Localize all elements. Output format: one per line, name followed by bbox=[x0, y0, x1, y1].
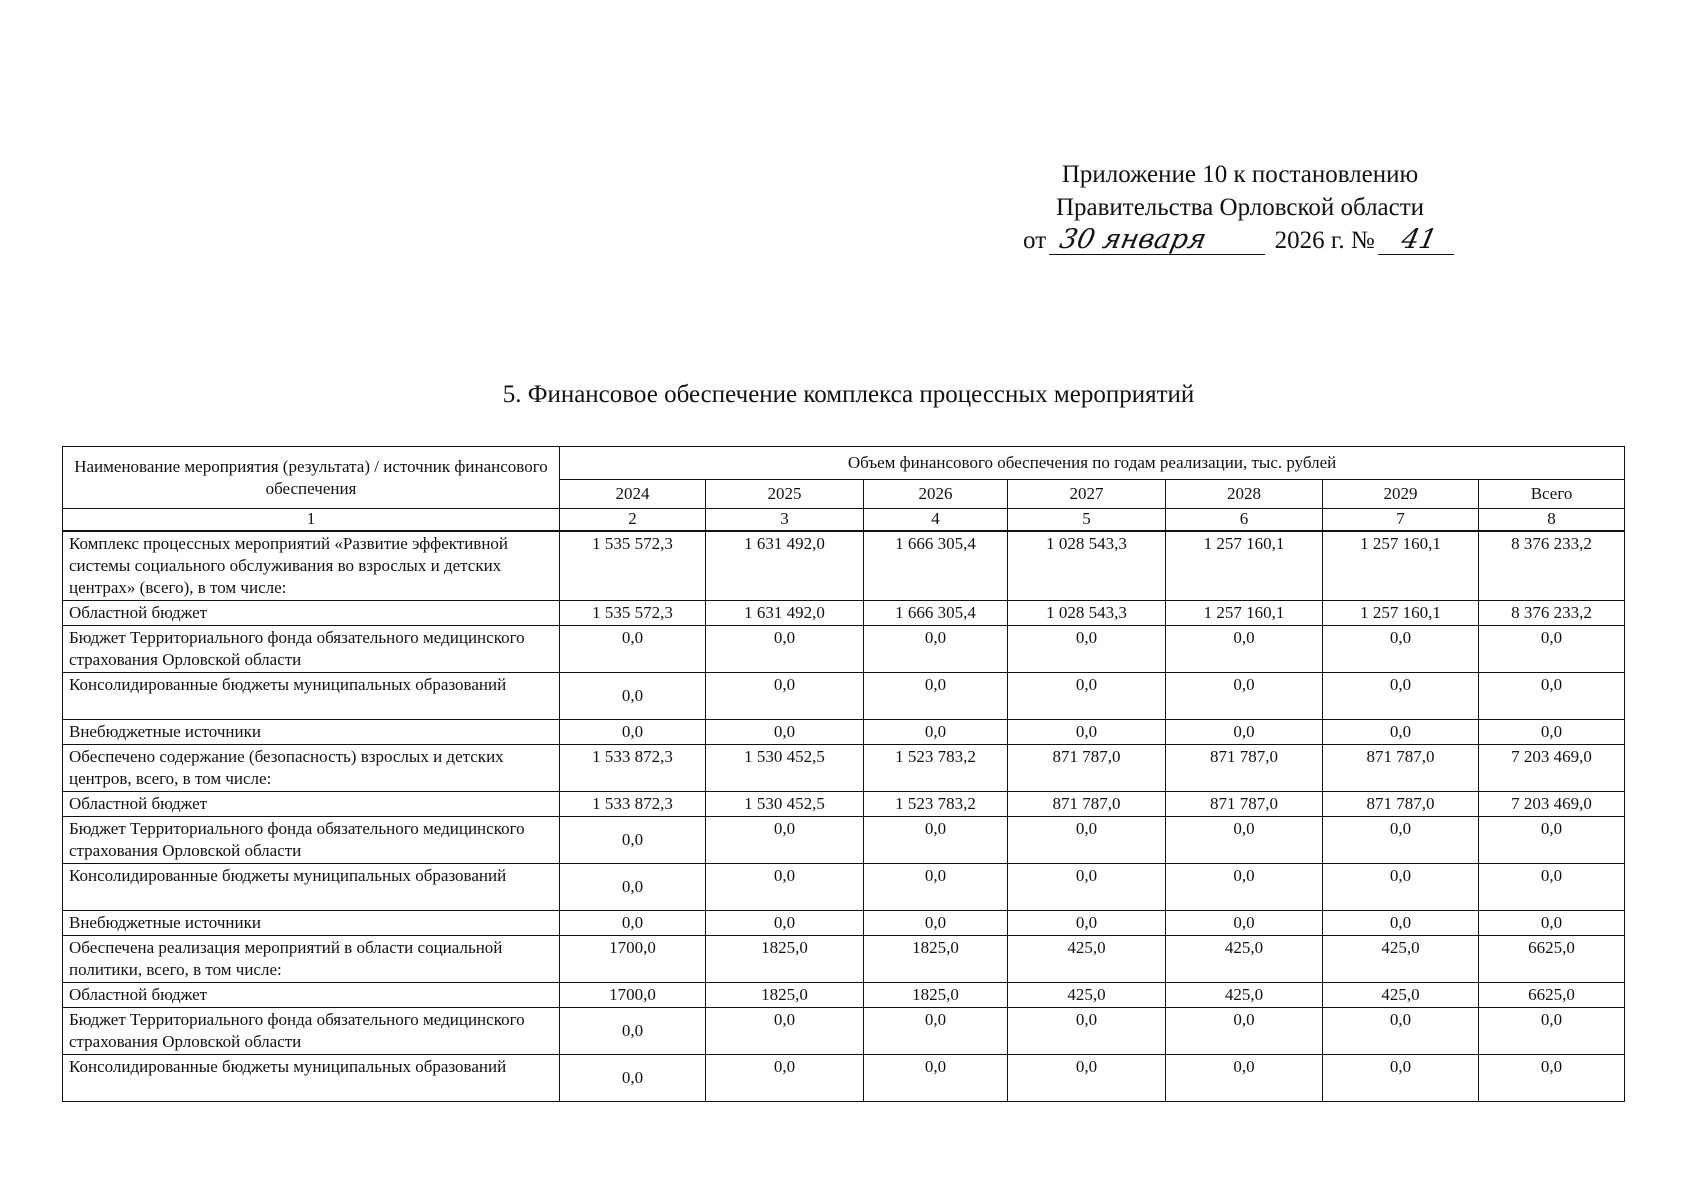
table-body bbox=[63, 509, 1625, 1102]
appendix-prefix: от bbox=[1023, 227, 1047, 254]
row-year-value: 1 533 872,3 bbox=[560, 792, 706, 817]
row-year-value: 425,0 bbox=[1008, 936, 1166, 983]
row-year-value: 0,0 bbox=[1008, 817, 1166, 864]
row-year-value: 0,0 bbox=[1166, 1008, 1323, 1055]
row-year-value: 0,0 bbox=[1323, 1055, 1479, 1102]
row-year-value: 1 530 452,5 bbox=[706, 792, 864, 817]
table-row bbox=[63, 745, 1625, 792]
appendix-line-1: Приложение 10 к постановлению bbox=[1061, 161, 1419, 188]
index-cell: 8 bbox=[1479, 509, 1625, 532]
row-year-value: 0,0 bbox=[706, 626, 864, 673]
row-name: Бюджет Территориального фонда обязательного медицинского страхования Орловской области bbox=[63, 1008, 560, 1055]
row-total-value: 0,0 bbox=[1479, 626, 1625, 673]
row-year-value: 425,0 bbox=[1323, 983, 1479, 1008]
row-name: Областной бюджет bbox=[63, 601, 560, 626]
section-title: 5. Финансовое обеспечение комплекса процессных мероприятий bbox=[502, 381, 1195, 408]
row-year-value: 0,0 bbox=[706, 1008, 864, 1055]
row-year-value: 1 533 872,3 bbox=[560, 745, 706, 792]
row-year-value: 0,0 bbox=[1166, 1055, 1323, 1102]
row-year-value: 0,0 bbox=[1166, 673, 1323, 720]
index-row bbox=[63, 509, 1625, 532]
row-name: Обеспечено содержание (безопасность) взрослых и детских центров, всего, в том числе: bbox=[63, 745, 560, 792]
row-year-value: 0,0 bbox=[706, 911, 864, 936]
row-total-value: 0,0 bbox=[1479, 911, 1625, 936]
row-year-value: 1 028 543,3 bbox=[1008, 531, 1166, 601]
row-year-value: 1 523 783,2 bbox=[864, 792, 1008, 817]
row-year-value: 0,0 bbox=[1166, 864, 1323, 911]
row-year-value: 1825,0 bbox=[864, 936, 1008, 983]
appendix-line-2: Правительства Орловской области bbox=[1055, 194, 1425, 221]
row-name: Консолидированные бюджеты муниципальных образований bbox=[63, 673, 560, 720]
index-cell: 3 bbox=[706, 509, 864, 532]
row-name: Бюджет Территориального фонда обязательного медицинского страхования Орловской области bbox=[63, 626, 560, 673]
row-total-value: 6625,0 bbox=[1479, 936, 1625, 983]
row-year-value: 0,0 bbox=[1166, 626, 1323, 673]
row-year-value: 871 787,0 bbox=[1166, 792, 1323, 817]
row-total-value: 8 376 233,2 bbox=[1479, 531, 1625, 601]
row-year-value: 871 787,0 bbox=[1323, 792, 1479, 817]
row-year-value: 0,0 bbox=[864, 817, 1008, 864]
row-year-value: 0,0 bbox=[560, 720, 706, 745]
header-total: Всего bbox=[1479, 480, 1625, 509]
row-year-value: 871 787,0 bbox=[1008, 792, 1166, 817]
table-row bbox=[63, 601, 1625, 626]
header-year: 2024 bbox=[560, 480, 706, 509]
row-year-value: 0,0 bbox=[560, 864, 706, 911]
row-year-value: 1700,0 bbox=[560, 936, 706, 983]
row-year-value: 0,0 bbox=[864, 864, 1008, 911]
table-row bbox=[63, 1055, 1625, 1102]
table-row bbox=[63, 626, 1625, 673]
index-cell: 7 bbox=[1323, 509, 1479, 532]
header-group: Объем финансового обеспечения по годам реализации, тыс. рублей bbox=[560, 447, 1625, 480]
header-year: 2025 bbox=[706, 480, 864, 509]
index-cell: 4 bbox=[864, 509, 1008, 532]
row-year-value: 0,0 bbox=[560, 626, 706, 673]
row-year-value: 1 631 492,0 bbox=[706, 531, 864, 601]
row-year-value: 0,0 bbox=[1008, 673, 1166, 720]
row-year-value: 0,0 bbox=[1008, 720, 1166, 745]
row-year-value: 1 631 492,0 bbox=[706, 601, 864, 626]
row-year-value: 0,0 bbox=[1323, 911, 1479, 936]
index-cell: 1 bbox=[63, 509, 560, 532]
row-year-value: 1 535 572,3 bbox=[560, 531, 706, 601]
row-year-value: 871 787,0 bbox=[1323, 745, 1479, 792]
row-total-value: 7 203 469,0 bbox=[1479, 792, 1625, 817]
header-year: 2028 bbox=[1166, 480, 1323, 509]
row-year-value: 0,0 bbox=[560, 817, 706, 864]
row-year-value: 0,0 bbox=[864, 1055, 1008, 1102]
row-name: Консолидированные бюджеты муниципальных образований bbox=[63, 1055, 560, 1102]
table-row bbox=[63, 911, 1625, 936]
row-year-value: 1 666 305,4 bbox=[864, 601, 1008, 626]
table-row bbox=[63, 720, 1625, 745]
row-year-value: 0,0 bbox=[560, 911, 706, 936]
row-year-value: 1 257 160,1 bbox=[1323, 531, 1479, 601]
index-cell: 2 bbox=[560, 509, 706, 532]
row-year-value: 1 257 160,1 bbox=[1166, 531, 1323, 601]
row-year-value: 0,0 bbox=[1323, 673, 1479, 720]
table-row bbox=[63, 864, 1625, 911]
table-row bbox=[63, 673, 1625, 720]
row-year-value: 0,0 bbox=[1008, 864, 1166, 911]
row-year-value: 425,0 bbox=[1323, 936, 1479, 983]
row-year-value: 0,0 bbox=[864, 673, 1008, 720]
row-year-value: 1825,0 bbox=[706, 936, 864, 983]
row-year-value: 0,0 bbox=[706, 1055, 864, 1102]
row-year-value: 425,0 bbox=[1166, 983, 1323, 1008]
appendix-year: 2026 г. № bbox=[1274, 227, 1375, 254]
row-year-value: 1 523 783,2 bbox=[864, 745, 1008, 792]
row-year-value: 1 257 160,1 bbox=[1323, 601, 1479, 626]
row-year-value: 0,0 bbox=[1008, 1008, 1166, 1055]
row-total-value: 0,0 bbox=[1479, 817, 1625, 864]
row-name: Областной бюджет bbox=[63, 792, 560, 817]
row-year-value: 0,0 bbox=[864, 911, 1008, 936]
row-name: Внебюджетные источники bbox=[63, 720, 560, 745]
row-year-value: 871 787,0 bbox=[1166, 745, 1323, 792]
row-name: Областной бюджет bbox=[63, 983, 560, 1008]
row-name: Консолидированные бюджеты муниципальных образований bbox=[63, 864, 560, 911]
row-name: Внебюджетные источники bbox=[63, 911, 560, 936]
row-year-value: 1825,0 bbox=[706, 983, 864, 1008]
row-year-value: 0,0 bbox=[1323, 626, 1479, 673]
header-year: 2026 bbox=[864, 480, 1008, 509]
row-total-value: 0,0 bbox=[1479, 1008, 1625, 1055]
header-name-column: Наименование мероприятия (результата) / источник финансового обеспечения bbox=[63, 447, 560, 509]
header-year: 2029 bbox=[1323, 480, 1479, 509]
index-cell: 6 bbox=[1166, 509, 1323, 532]
appendix-date-line bbox=[1000, 224, 1480, 257]
row-year-value: 0,0 bbox=[1008, 911, 1166, 936]
row-total-value: 0,0 bbox=[1479, 673, 1625, 720]
row-year-value: 425,0 bbox=[1008, 983, 1166, 1008]
row-year-value: 0,0 bbox=[1008, 1055, 1166, 1102]
row-total-value: 8 376 233,2 bbox=[1479, 601, 1625, 626]
row-year-value: 0,0 bbox=[1166, 911, 1323, 936]
row-name: Обеспечена реализация мероприятий в области социальной политики, всего, в том числе: bbox=[63, 936, 560, 983]
table-row bbox=[63, 983, 1625, 1008]
row-year-value: 1825,0 bbox=[864, 983, 1008, 1008]
row-year-value: 0,0 bbox=[1166, 720, 1323, 745]
row-year-value: 1 257 160,1 bbox=[1166, 601, 1323, 626]
row-year-value: 0,0 bbox=[1166, 817, 1323, 864]
row-year-value: 425,0 bbox=[1166, 936, 1323, 983]
row-year-value: 0,0 bbox=[1323, 864, 1479, 911]
row-year-value: 871 787,0 bbox=[1008, 745, 1166, 792]
row-year-value: 1700,0 bbox=[560, 983, 706, 1008]
row-year-value: 0,0 bbox=[1323, 817, 1479, 864]
row-year-value: 1 028 543,3 bbox=[1008, 601, 1166, 626]
row-year-value: 0,0 bbox=[1323, 1008, 1479, 1055]
row-total-value: 0,0 bbox=[1479, 720, 1625, 745]
handwritten-number: 41 bbox=[1378, 226, 1460, 255]
appendix-block bbox=[1000, 158, 1480, 257]
row-year-value: 0,0 bbox=[706, 817, 864, 864]
row-total-value: 7 203 469,0 bbox=[1479, 745, 1625, 792]
financing-table bbox=[62, 446, 1625, 1102]
row-total-value: 6625,0 bbox=[1479, 983, 1625, 1008]
row-name: Бюджет Территориального фонда обязательного медицинского страхования Орловской области bbox=[63, 817, 560, 864]
table-row bbox=[63, 817, 1625, 864]
row-year-value: 0,0 bbox=[864, 626, 1008, 673]
row-year-value: 0,0 bbox=[864, 1008, 1008, 1055]
row-year-value: 0,0 bbox=[1323, 720, 1479, 745]
row-total-value: 0,0 bbox=[1479, 864, 1625, 911]
row-year-value: 1 530 452,5 bbox=[706, 745, 864, 792]
row-year-value: 0,0 bbox=[864, 720, 1008, 745]
table-row bbox=[63, 792, 1625, 817]
row-year-value: 0,0 bbox=[560, 1055, 706, 1102]
table-row bbox=[63, 531, 1625, 601]
handwritten-date: 30 января bbox=[1049, 226, 1271, 255]
row-year-value: 0,0 bbox=[1008, 626, 1166, 673]
row-year-value: 0,0 bbox=[560, 673, 706, 720]
row-name: Комплекс процессных мероприятий «Развитие эффективной системы социального обслуживания во взрослых и детских центрах» (всего), в том числе: bbox=[63, 531, 560, 601]
row-year-value: 1 535 572,3 bbox=[560, 601, 706, 626]
table-row bbox=[63, 936, 1625, 983]
row-year-value: 0,0 bbox=[706, 673, 864, 720]
row-total-value: 0,0 bbox=[1479, 1055, 1625, 1102]
row-year-value: 0,0 bbox=[560, 1008, 706, 1055]
row-year-value: 0,0 bbox=[706, 720, 864, 745]
row-year-value: 0,0 bbox=[706, 864, 864, 911]
row-year-value: 1 666 305,4 bbox=[864, 531, 1008, 601]
index-cell: 5 bbox=[1008, 509, 1166, 532]
header-year: 2027 bbox=[1008, 480, 1166, 509]
table-row bbox=[63, 1008, 1625, 1055]
